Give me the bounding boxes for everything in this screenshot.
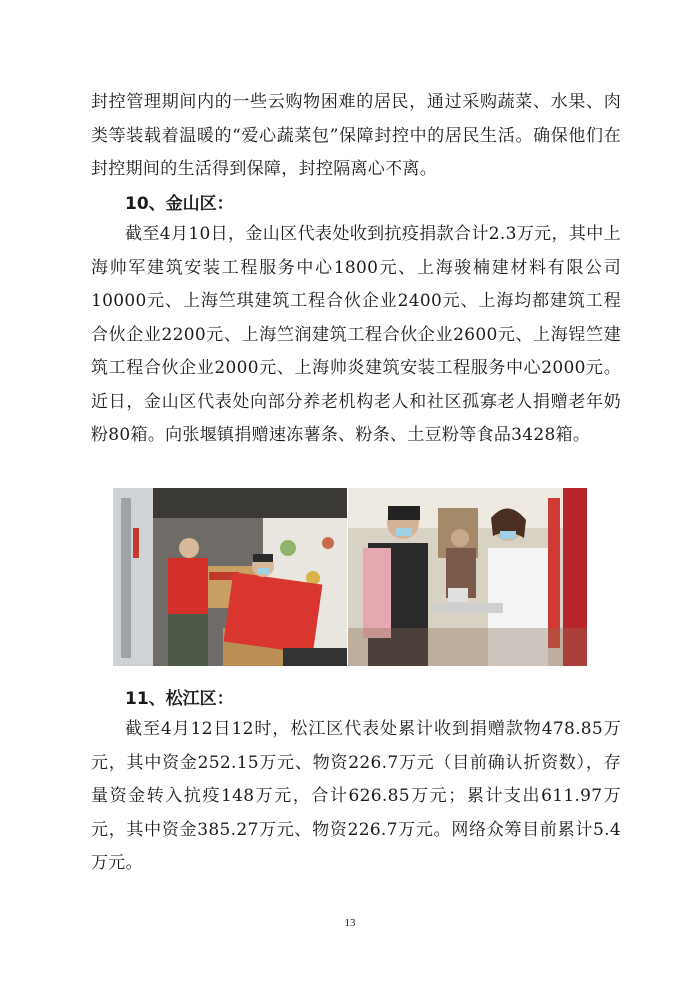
intro-paragraph: 封控管理期间内的一些云购物困难的居民，通过采购蔬菜、水果、肉类等装载着温暖的“爱心蔬菜包”保障封控中的居民生活。确保他们在封控期间的生活得到保障，封控隔离心不离。: [91, 92, 621, 179]
section-heading-songjiang: 11、松江区：: [125, 689, 234, 709]
jinshan-paragraph: 截至4月10日，金山区代表处收到抗疫捐款合计2.3万元，其中上海帅军建筑安装工程服务中心1800元、上海骏楠建材料有限公司10000元、上海竺琪建筑工程合伙企业2400元、上海均都建筑工程合伙企业2200元、上海竺润建筑工程合伙企业2600元、上海锃竺建筑工程合伙企业2000元、上海帅炎建筑安装工程服务中心2000元。近日，金山区代表处向部分养老机构老人和社区孤寡老人捐赠老年奶粉80箱。向张堰镇捐赠速冻薯条、粉条、土豆粉等食品3428箱。: [91, 224, 621, 445]
songjiang-paragraph: 截至4月12日12时，松江区代表处累计收到捐赠款物478.85万元，其中资金252.15万元、物资226.7万元（目前确认折资数），存量资金转入抗疫148万元，合计626.85万元；累计支出611.97万元，其中资金385.27万元、物资226.7万元。网络众筹目前累计5.4万元。: [91, 719, 621, 873]
section-heading-jinshan: 10、金山区：: [125, 194, 234, 214]
photo-elderly-donation: [348, 488, 587, 666]
photo-volunteers-unloading: [113, 488, 347, 666]
page-number: 13: [344, 917, 356, 929]
